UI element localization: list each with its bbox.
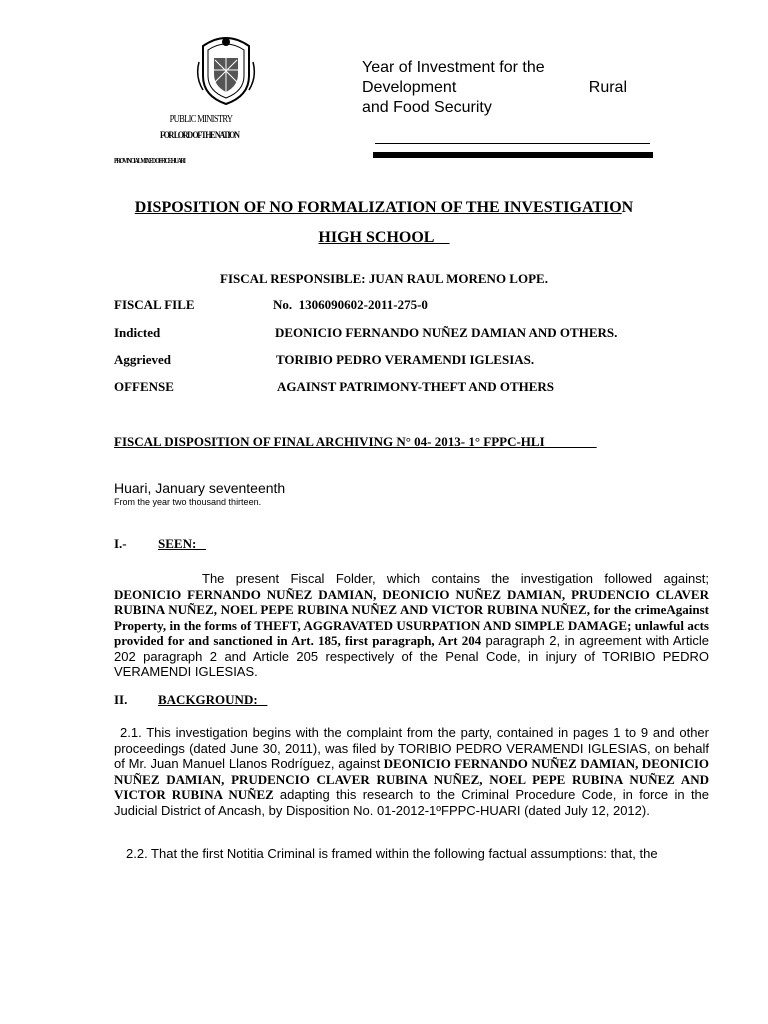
- case-row-value: DEONICIO FERNANDO NUÑEZ DAMIAN AND OTHERS.: [275, 325, 618, 340]
- year-motto-line2-b: Rural: [588, 79, 627, 96]
- background-paragraph-intro: 2.1. This investigation begins with the complaint from the party, contained in pages 1 to 9 and other proceedings (dated June 30, 2011), was filed by TORIBIO PEDRO VERAMENDI IGLESIAS, on behalf of Mr. Juan Manuel Llanos Rodríguez, against: [114, 725, 709, 771]
- seen-paragraph-bold: DEONICIO FERNANDO NUÑEZ DAMIAN, DEONICIO NUÑEZ DAMIAN, PRUDENCIO CLAVER RUBINA NUÑEZ, NOEL PEPE RUBINA NUÑEZ AND VICTOR RUBINA NUÑEZ, for the crimeAgainst Property, in the forms of THEFT, AGGRAVATED USURPATION AND SIMPLE DAMAGE; unlawful acts provided for and sanctioned in Art. 185, first paragraph, Art 204: [114, 586, 709, 648]
- background-paragraph-2: [114, 846, 709, 862]
- seen-paragraph-tail: paragraph 2, in agreement with Article 202 paragraph 2 and Article 205 respectively of the Penal Code, in injury of TORIBIO PEDRO VERAMENDI IGLESIAS.: [114, 633, 710, 679]
- document-subtitle: HIGH SCHOOL: [318, 229, 450, 246]
- ministry-subtitle: FOR LORD OF THE NATION: [160, 130, 239, 140]
- coat-of-arms-seal-icon: [195, 32, 257, 106]
- case-row-label: OFFENSE: [114, 379, 174, 394]
- disposition-heading: FISCAL DISPOSITION OF FINAL ARCHIVING N° 04- 2013- 1° FPPC-HLI: [114, 434, 597, 449]
- ministry-name: PUBLIC MINISTRY: [169, 114, 233, 125]
- case-row-value: No. 1306090602-2011-275-0: [273, 297, 428, 312]
- year-motto: [362, 58, 632, 118]
- case-row-value: AGAINST PATRIMONY-THEFT AND OTHERS: [277, 379, 555, 394]
- case-row-label: FISCAL FILE: [114, 297, 195, 312]
- year-motto-line3: and Food Security: [362, 99, 492, 116]
- seen-paragraph-intro: The present Fiscal Folder, which contains the investigation followed against;: [202, 571, 709, 586]
- year-motto-line1: Year of Investment for the: [362, 59, 545, 76]
- case-row-label: Indicted: [114, 325, 161, 340]
- section-background-number: II.: [114, 692, 128, 707]
- background-paragraph: [114, 725, 709, 818]
- date-year-line: From the year two thousand thirteen.: [114, 497, 262, 507]
- case-row-label: Aggrieved: [114, 352, 172, 367]
- document-title-tail: N: [621, 199, 634, 216]
- section-seen-title: SEEN:: [158, 536, 207, 551]
- office-name: PROVINCIAL MIXED OFFICE HUARI: [114, 157, 185, 165]
- document-title-main: DISPOSITION OF NO FORMALIZATION OF THE INVESTIGATIO: [134, 199, 622, 216]
- date-line: Huari, January seventeenth: [114, 480, 286, 496]
- header-rule-thin: [375, 143, 650, 144]
- background-paragraph-2-text: 2.2. That the first Notitia Criminal is framed within the following factual assumptions: that, the: [126, 846, 658, 861]
- background-paragraph-tail: adapting this research to the Criminal Procedure Code, in force in the Judicial District of Ancash, by Disposition No. 01-2012-1ºFPPC-HUARI (dated July 12, 2012).: [114, 787, 710, 818]
- section-seen-number: I.-: [114, 536, 127, 551]
- header-rule-thick: [373, 152, 653, 158]
- document-title: [0, 199, 768, 217]
- year-motto-line2: [362, 78, 627, 98]
- section-background-title: BACKGROUND:: [158, 692, 268, 707]
- fiscal-responsible: FISCAL RESPONSIBLE: JUAN RAUL MORENO LOPE.: [220, 271, 548, 286]
- case-row-value: TORIBIO PEDRO VERAMENDI IGLESIAS.: [276, 352, 535, 367]
- background-paragraph-bold: DEONICIO FERNANDO NUÑEZ DAMIAN, DEONICIO NUÑEZ DAMIAN, PRUDENCIO CLAVER RUBINA NUÑEZ, NOEL PEPE RUBINA NUÑEZ AND VICTOR RUBINA NUÑEZ: [114, 756, 709, 802]
- year-motto-line2-a: Development: [362, 79, 457, 96]
- seen-paragraph: [114, 571, 709, 680]
